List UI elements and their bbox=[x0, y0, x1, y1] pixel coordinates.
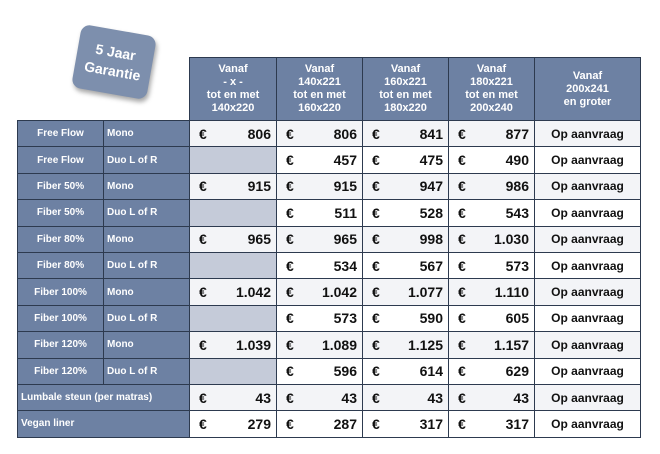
on-request-cell: Op aanvraag bbox=[535, 384, 641, 410]
price-value: 317 bbox=[505, 415, 529, 432]
currency-symbol: € bbox=[286, 204, 294, 221]
price-cell bbox=[190, 200, 277, 226]
price-cell bbox=[363, 226, 449, 252]
row-label: Fiber 100% bbox=[18, 305, 104, 331]
currency-symbol: € bbox=[458, 204, 466, 221]
table-row bbox=[18, 332, 641, 358]
on-request-cell: Op aanvraag bbox=[535, 121, 641, 147]
currency-symbol: € bbox=[286, 152, 294, 169]
currency-symbol: € bbox=[286, 257, 294, 274]
currency-symbol: € bbox=[372, 231, 380, 248]
row-variant: Duo L of R bbox=[104, 358, 190, 384]
on-request-cell: Op aanvraag bbox=[535, 358, 641, 384]
price-value: 1.077 bbox=[407, 284, 443, 301]
column-header-line: Vanaf bbox=[218, 63, 248, 75]
currency-symbol: € bbox=[286, 178, 294, 195]
currency-symbol: € bbox=[286, 310, 294, 327]
price-cell bbox=[449, 384, 535, 410]
currency-symbol: € bbox=[372, 284, 380, 301]
price-cell bbox=[190, 121, 277, 147]
badge-line-2: Garantie bbox=[83, 58, 142, 84]
on-request-cell: Op aanvraag bbox=[535, 332, 641, 358]
badge-line-1: 5 Jaar bbox=[94, 40, 138, 64]
price-value: 806 bbox=[333, 125, 357, 142]
price-value: 806 bbox=[247, 125, 271, 142]
table-row bbox=[18, 147, 641, 173]
currency-symbol: € bbox=[458, 310, 466, 327]
price-cell bbox=[190, 305, 277, 331]
price-value: 573 bbox=[333, 310, 357, 327]
row-label: Fiber 80% bbox=[18, 226, 104, 252]
price-value: 915 bbox=[247, 178, 271, 195]
currency-symbol: € bbox=[458, 125, 466, 142]
price-cell bbox=[363, 411, 449, 437]
currency-symbol: € bbox=[458, 284, 466, 301]
column-header-line: 160x220 bbox=[298, 102, 341, 114]
price-cell bbox=[449, 252, 535, 278]
currency-symbol: € bbox=[286, 415, 294, 432]
row-variant: Duo L of R bbox=[104, 200, 190, 226]
price-cell bbox=[277, 305, 363, 331]
row-variant: Duo L of R bbox=[104, 305, 190, 331]
price-value: 567 bbox=[419, 257, 443, 274]
price-value: 317 bbox=[419, 415, 443, 432]
header-blank bbox=[104, 58, 190, 121]
price-cell bbox=[277, 200, 363, 226]
price-cell bbox=[277, 121, 363, 147]
price-cell bbox=[449, 147, 535, 173]
currency-symbol: € bbox=[199, 389, 207, 406]
price-value: 614 bbox=[419, 363, 443, 380]
column-header-line: 140x220 bbox=[211, 102, 255, 114]
price-value: 543 bbox=[505, 204, 529, 221]
on-request-cell: Op aanvraag bbox=[535, 305, 641, 331]
price-value: 528 bbox=[419, 204, 443, 221]
price-cell bbox=[190, 279, 277, 305]
row-variant: Mono bbox=[104, 121, 190, 147]
currency-symbol: € bbox=[458, 257, 466, 274]
currency-symbol: € bbox=[286, 231, 294, 248]
price-cell bbox=[190, 147, 277, 173]
price-value: 1.157 bbox=[493, 336, 529, 353]
price-value: 511 bbox=[334, 204, 357, 221]
row-label: Free Flow bbox=[18, 147, 104, 173]
price-value: 475 bbox=[419, 152, 443, 169]
on-request-cell: Op aanvraag bbox=[535, 226, 641, 252]
price-value: 590 bbox=[419, 310, 443, 327]
price-cell bbox=[277, 173, 363, 199]
column-header-line: 200x240 bbox=[470, 102, 513, 114]
price-value: 457 bbox=[333, 152, 357, 169]
price-cell bbox=[277, 332, 363, 358]
row-label: Fiber 120% bbox=[18, 332, 104, 358]
column-header-line: en groter bbox=[563, 95, 612, 108]
column-header bbox=[363, 58, 449, 121]
row-label: Fiber 50% bbox=[18, 200, 104, 226]
price-value: 998 bbox=[419, 231, 443, 248]
currency-symbol: € bbox=[372, 363, 380, 380]
column-header bbox=[190, 58, 277, 121]
currency-symbol: € bbox=[372, 310, 380, 327]
price-value: 629 bbox=[505, 363, 529, 380]
price-cell bbox=[190, 332, 277, 358]
currency-symbol: € bbox=[458, 231, 466, 248]
currency-symbol: € bbox=[372, 389, 380, 406]
price-value: 573 bbox=[505, 257, 529, 274]
column-header-line: - x - bbox=[223, 76, 243, 88]
price-value: 287 bbox=[333, 415, 357, 432]
price-value: 43 bbox=[427, 389, 443, 406]
price-cell bbox=[190, 358, 277, 384]
currency-symbol: € bbox=[286, 284, 294, 301]
table-row bbox=[18, 384, 641, 410]
currency-symbol: € bbox=[199, 415, 207, 432]
price-value: 596 bbox=[333, 363, 357, 380]
price-cell bbox=[190, 173, 277, 199]
currency-symbol: € bbox=[372, 415, 380, 432]
column-header bbox=[535, 58, 641, 121]
row-label: Fiber 50% bbox=[18, 173, 104, 199]
price-cell bbox=[449, 305, 535, 331]
row-label: Fiber 100% bbox=[18, 279, 104, 305]
price-cell bbox=[277, 147, 363, 173]
price-cell bbox=[449, 200, 535, 226]
currency-symbol: € bbox=[458, 178, 466, 195]
currency-symbol: € bbox=[372, 336, 380, 353]
row-variant: Mono bbox=[104, 226, 190, 252]
price-cell bbox=[363, 279, 449, 305]
price-cell bbox=[449, 411, 535, 437]
price-cell bbox=[190, 226, 277, 252]
currency-symbol: € bbox=[199, 178, 207, 195]
price-value: 965 bbox=[333, 231, 357, 248]
column-header-line: tot en met bbox=[379, 89, 432, 101]
price-value: 1.089 bbox=[321, 336, 357, 353]
currency-symbol: € bbox=[458, 389, 466, 406]
row-variant: Mono bbox=[104, 173, 190, 199]
price-cell bbox=[449, 332, 535, 358]
currency-symbol: € bbox=[372, 257, 380, 274]
table-row bbox=[18, 200, 641, 226]
price-cell bbox=[277, 252, 363, 278]
price-cell bbox=[449, 226, 535, 252]
price-cell bbox=[449, 279, 535, 305]
currency-symbol: € bbox=[372, 125, 380, 142]
row-variant: Duo L of R bbox=[104, 147, 190, 173]
currency-symbol: € bbox=[458, 152, 466, 169]
row-label: Fiber 80% bbox=[18, 252, 104, 278]
currency-symbol: € bbox=[199, 284, 207, 301]
table-row bbox=[18, 121, 641, 147]
price-cell bbox=[277, 358, 363, 384]
price-cell bbox=[363, 252, 449, 278]
column-header-line: 140x221 bbox=[298, 76, 341, 88]
price-value: 534 bbox=[333, 257, 357, 274]
price-value: 1.030 bbox=[493, 231, 529, 248]
table-row bbox=[18, 252, 641, 278]
price-cell bbox=[363, 358, 449, 384]
price-value: 490 bbox=[505, 152, 529, 169]
column-header-line: 160x221 bbox=[384, 76, 427, 88]
column-header-line: tot en met bbox=[465, 89, 518, 101]
price-cell bbox=[363, 305, 449, 331]
price-cell bbox=[363, 332, 449, 358]
on-request-cell: Op aanvraag bbox=[535, 252, 641, 278]
price-cell bbox=[277, 411, 363, 437]
price-value: 1.039 bbox=[235, 336, 271, 353]
price-value: 1.042 bbox=[235, 284, 271, 301]
column-header-line: Vanaf bbox=[390, 63, 421, 75]
price-cell bbox=[363, 200, 449, 226]
table-row bbox=[18, 411, 641, 437]
column-header-line: 200x241 bbox=[566, 82, 609, 95]
table-row bbox=[18, 226, 641, 252]
row-label: Lumbale steun (per matras) bbox=[18, 384, 190, 410]
currency-symbol: € bbox=[372, 204, 380, 221]
price-value: 1.110 bbox=[494, 284, 529, 301]
currency-symbol: € bbox=[372, 152, 380, 169]
header-row bbox=[18, 58, 641, 121]
price-table bbox=[17, 57, 641, 438]
row-variant: Duo L of R bbox=[104, 252, 190, 278]
price-cell bbox=[277, 384, 363, 410]
price-cell bbox=[449, 173, 535, 199]
price-cell bbox=[277, 279, 363, 305]
currency-symbol: € bbox=[286, 363, 294, 380]
price-cell bbox=[190, 384, 277, 410]
column-header-line: Vanaf bbox=[304, 63, 335, 75]
column-header-line: 180x220 bbox=[384, 102, 427, 114]
on-request-cell: Op aanvraag bbox=[535, 173, 641, 199]
price-value: 1.042 bbox=[321, 284, 357, 301]
currency-symbol: € bbox=[286, 336, 294, 353]
table-row bbox=[18, 173, 641, 199]
on-request-cell: Op aanvraag bbox=[535, 200, 641, 226]
column-header-line: Vanaf bbox=[476, 63, 507, 75]
price-value: 43 bbox=[255, 389, 271, 406]
price-cell bbox=[277, 226, 363, 252]
table-row bbox=[18, 305, 641, 331]
currency-symbol: € bbox=[199, 231, 207, 248]
price-value: 43 bbox=[513, 389, 529, 406]
price-value: 841 bbox=[419, 125, 443, 142]
column-header bbox=[449, 58, 535, 121]
column-header bbox=[277, 58, 363, 121]
table-row bbox=[18, 358, 641, 384]
column-header-line: tot en met bbox=[293, 89, 346, 101]
header-blank bbox=[18, 58, 104, 121]
currency-symbol: € bbox=[199, 125, 207, 142]
price-cell bbox=[363, 384, 449, 410]
currency-symbol: € bbox=[286, 125, 294, 142]
currency-symbol: € bbox=[458, 415, 466, 432]
currency-symbol: € bbox=[199, 336, 207, 353]
price-cell bbox=[363, 147, 449, 173]
currency-symbol: € bbox=[372, 178, 380, 195]
column-header-line: 180x221 bbox=[470, 76, 513, 88]
on-request-cell: Op aanvraag bbox=[535, 147, 641, 173]
row-label: Free Flow bbox=[18, 121, 104, 147]
on-request-cell: Op aanvraag bbox=[535, 279, 641, 305]
table-row bbox=[18, 279, 641, 305]
price-value: 1.125 bbox=[407, 336, 443, 353]
price-value: 986 bbox=[505, 178, 529, 195]
price-value: 877 bbox=[505, 125, 529, 142]
row-label: Fiber 120% bbox=[18, 358, 104, 384]
on-request-cell: Op aanvraag bbox=[535, 411, 641, 437]
row-label: Vegan liner bbox=[18, 411, 190, 437]
price-value: 279 bbox=[247, 415, 271, 432]
price-cell bbox=[363, 121, 449, 147]
currency-symbol: € bbox=[286, 389, 294, 406]
price-value: 43 bbox=[341, 389, 357, 406]
row-variant: Mono bbox=[104, 332, 190, 358]
price-value: 605 bbox=[505, 310, 529, 327]
price-value: 915 bbox=[333, 178, 357, 195]
price-value: 965 bbox=[247, 231, 271, 248]
column-header-line: Vanaf bbox=[572, 69, 603, 82]
price-cell bbox=[449, 358, 535, 384]
price-cell bbox=[449, 121, 535, 147]
currency-symbol: € bbox=[458, 363, 466, 380]
currency-symbol: € bbox=[458, 336, 466, 353]
column-header-line: tot en met bbox=[206, 89, 260, 101]
row-variant: Mono bbox=[104, 279, 190, 305]
price-cell bbox=[190, 411, 277, 437]
price-cell bbox=[190, 252, 277, 278]
price-cell bbox=[363, 173, 449, 199]
price-value: 947 bbox=[419, 178, 443, 195]
